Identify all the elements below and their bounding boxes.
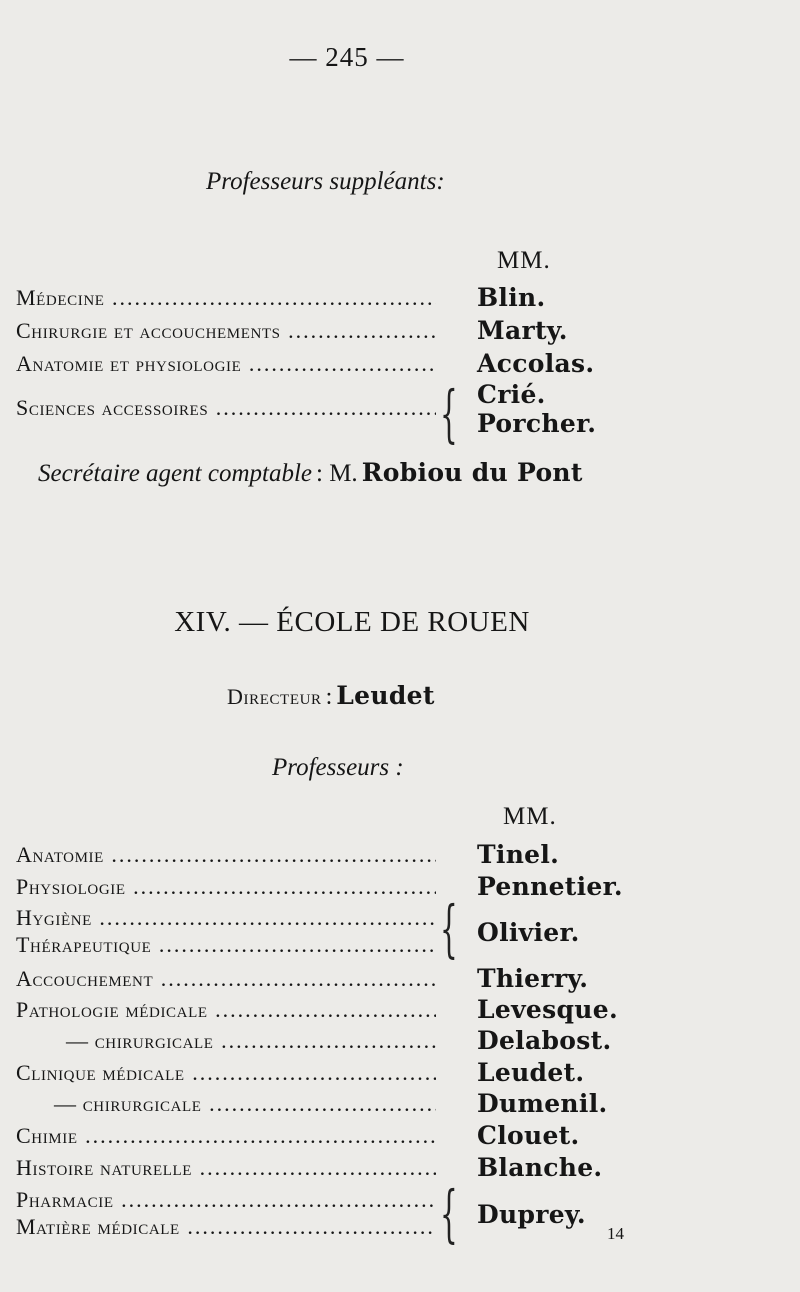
director-sep: : <box>325 684 333 710</box>
suppleants-heading: Professeurs suppléants: <box>206 168 445 195</box>
secretary-line <box>38 458 583 488</box>
professor-name: Thierry. <box>477 964 589 993</box>
subject-label: Anatomie et physiologie ..... <box>16 351 436 377</box>
professor-name: Duprey. <box>477 1200 586 1229</box>
secretary-label: Secrétaire agent comptable <box>38 460 312 487</box>
subject-label: Pathologie médicale ..... <box>16 997 436 1023</box>
subject-label: — chirurgicale ..... <box>16 1091 436 1117</box>
subject-label: Histoire naturelle ..... <box>16 1155 436 1181</box>
professeurs-heading: Professeurs : <box>272 754 404 781</box>
professor-name: Clouet. <box>477 1121 580 1150</box>
director-line <box>227 681 435 711</box>
rouen-mm: MM. <box>503 803 557 830</box>
subject-label: Sciences accessoires ..... <box>16 395 436 421</box>
section-title: XIV. — ÉCOLE DE ROUEN <box>174 606 530 638</box>
professor-name: Blanche. <box>477 1153 603 1182</box>
signature-mark: 14 <box>607 1224 624 1243</box>
professor-name: Crié. <box>477 380 546 409</box>
director-label: Directeur <box>227 684 322 709</box>
suppleants-mm: MM. <box>497 247 551 274</box>
professor-name: Dumenil. <box>477 1089 608 1118</box>
subject-label: — chirurgicale ..... <box>16 1028 436 1054</box>
subject-label: Chirurgie et accouchements ..... <box>16 318 436 344</box>
subject-label: Médecine ..... <box>16 285 436 311</box>
director-name: Leudet <box>336 681 435 710</box>
subject-label: Physiologie ..... <box>16 874 436 900</box>
subject-label: Hygiène ..... <box>16 905 436 931</box>
professor-name: Olivier. <box>477 918 580 947</box>
subject-label: Thérapeutique ..... <box>16 932 436 958</box>
subject-label: Chimie ..... <box>16 1123 436 1149</box>
subject-label: Accouchement ..... <box>16 966 436 992</box>
subject-label: Anatomie ..... <box>16 842 436 868</box>
professor-name: Tinel. <box>477 840 560 869</box>
brace: { <box>440 1177 458 1250</box>
brace: { <box>440 377 458 450</box>
professor-name: Blin. <box>477 283 546 312</box>
subject-label: Clinique médicale ..... <box>16 1060 436 1086</box>
secretary-name: Robiou du Pont <box>361 458 583 487</box>
professor-name: Delabost. <box>477 1026 612 1055</box>
subject-label: Pharmacie ..... <box>16 1187 436 1213</box>
professor-name: Accolas. <box>477 349 595 378</box>
brace: { <box>440 892 458 965</box>
subject-label: Matière médicale ..... <box>16 1214 436 1240</box>
page-number: — 245 — <box>289 42 405 72</box>
secretary-sep: : M. <box>316 460 358 487</box>
professor-name: Leudet. <box>477 1058 585 1087</box>
professor-name: Marty. <box>477 316 568 345</box>
professor-name: Pennetier. <box>477 872 623 901</box>
professor-name: Porcher. <box>477 409 597 438</box>
professor-name: Levesque. <box>477 995 618 1024</box>
